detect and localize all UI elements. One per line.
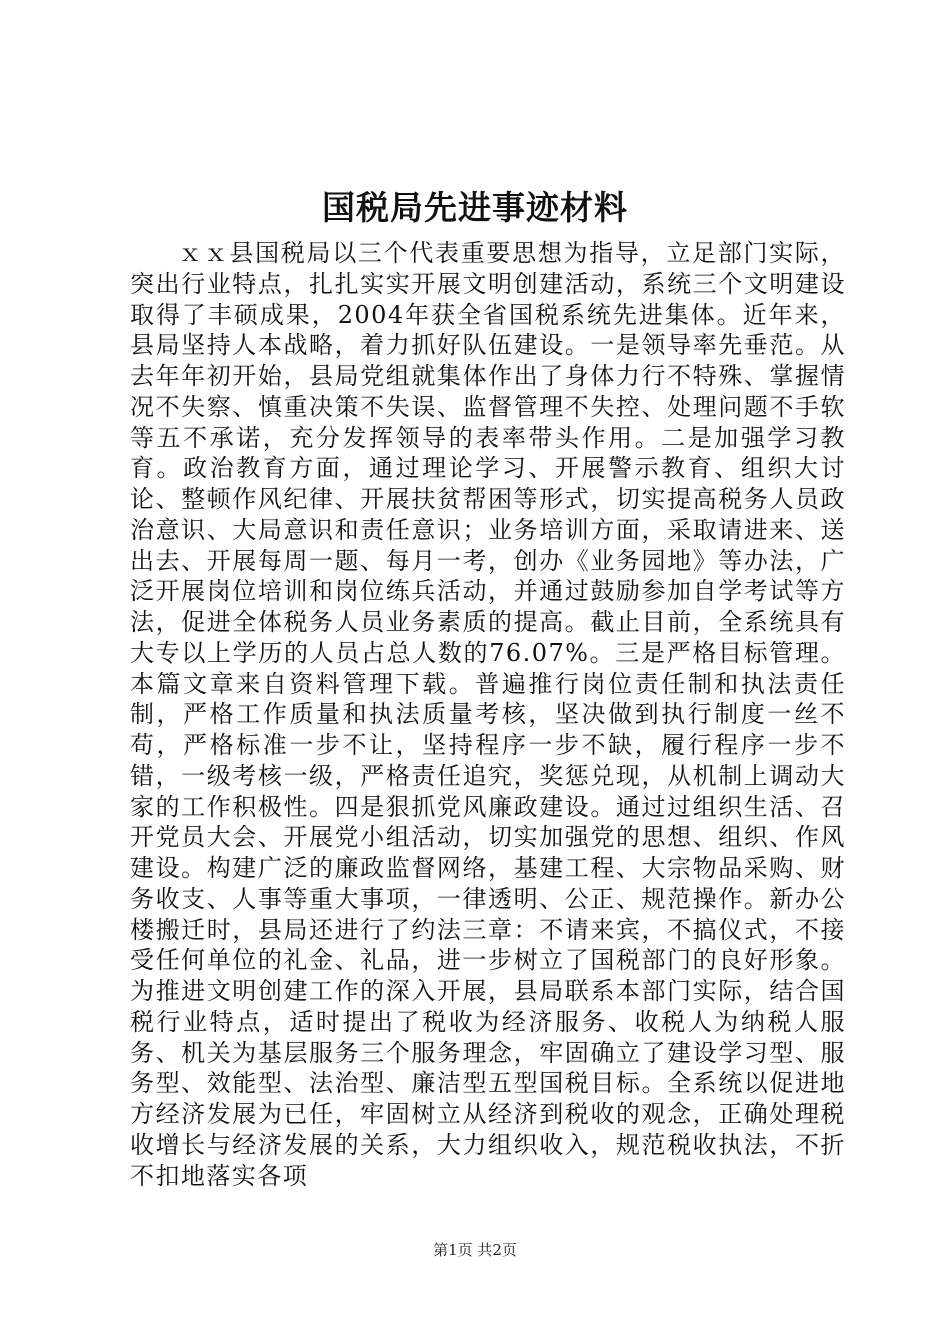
- document-title: 国税局先进事迹材料: [322, 188, 628, 227]
- document-body-paragraph: ｘｘ县国税局以三个代表重要思想为指导，立足部门实际，突出行业特点，扎扎实实开展文明创建活动，系统三个文明建设取得了丰硕成果，2004年获全省国税系统先进集体。近年来，县局坚持人本战略，着力抓好队伍建设。一是领导率先垂范。从去年年初开始，县局党组就集体作出了身体力行不特殊、掌握情况不失察、慎重决策不失误、监督管理不失控、处理问题不手软等五不承诺，充分发挥领导的表率带头作用。二是加强学习教育。政治教育方面，通过理论学习、开展警示教育、组织大讨论、整顿作风纪律、开展扶贫帮困等形式，切实提高税务人员政治意识、大局意识和责任意识；业务培训方面，采取请进来、送出去、开展每周一题、每月一考，创办《业务园地》等办法，广泛开展岗位培训和岗位练兵活动，并通过鼓励参加自学考试等方法，促进全体税务人员业务素质的提高。截止目前，全系统具有大专以上学历的人员占总人数的76.07%。三是严格目标管理。本篇文章来自资料管理下载。普遍推行岗位责任制和执法责任制，严格工作质量和执法质量考核，坚决做到执行制度一丝不苟，严格标准一步不让，坚持程序一步不缺，履行程序一步不错，一级考核一级，严格责任追究，奖惩兑现，从机制上调动大家的工作积极性。四是狠抓党风廉政建设。通过过组织生活、召开党员大会、开展党小组活动，切实加强党的思想、组织、作风建设。构建广泛的廉政监督网络，基建工程、大宗物品采购、财务收支、人事等重大事项，一律透明、公正、规范操作。新办公楼搬迁时，县局还进行了约法三章：不请来宾，不搞仪式，不接受任何单位的礼金、礼品，进一步树立了国税部门的良好形象。为推进文明创建工作的深入开展，县局联系本部门实际，结合国税行业特点，适时提出了税收为经济服务、收税人为纳税人服务、机关为基层服务三个服务理念，牢固确立了建设学习型、服务型、效能型、法治型、廉洁型五型国税目标。全系统以促进地方经济发展为已任，牢固树立从经济到税收的观念，正确处理税收增长与经济发展的关系，大力组织收入，规范税收执法，不折不扣地落实各项: [130, 239, 846, 1190]
- page-number-footer: 第1页 共2页: [433, 1241, 517, 1259]
